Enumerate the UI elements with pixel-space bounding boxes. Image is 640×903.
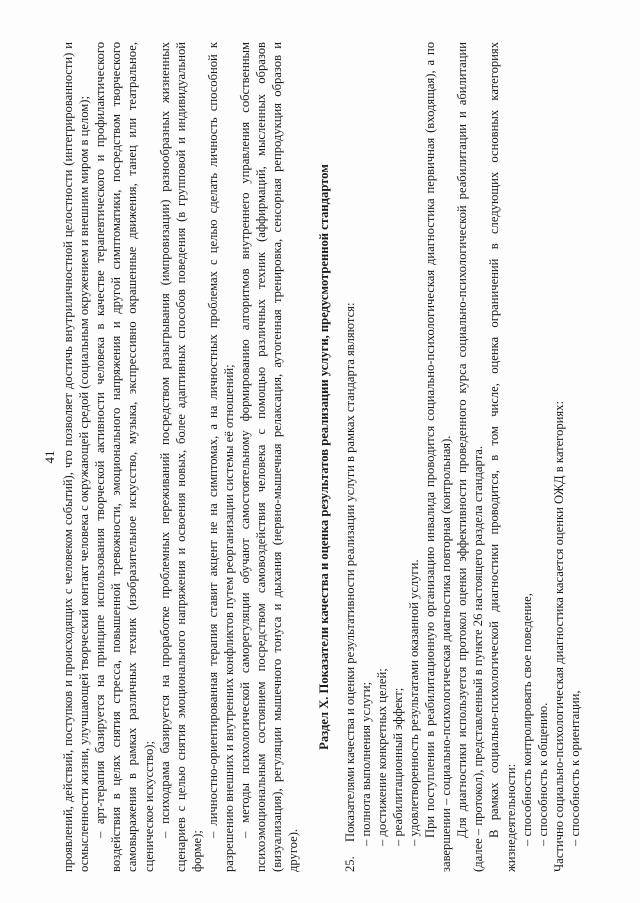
list-item: – удовлетворенность результатами оказанной услуги. (406, 559, 421, 846)
list-item: – достижение конкретных целей; (374, 668, 389, 846)
list-item: – способность контролировать свое поведение, (519, 593, 534, 846)
list-item: – способность к ориентации, (567, 690, 582, 846)
list-item: – реабилитационный эффект; (390, 687, 405, 846)
section-heading: Раздел X. Показатели качества и оценка результатов реализации услуги, предусмотренной стандартом (316, 164, 331, 750)
list-item: – полнота выполнения услуги; (358, 681, 373, 846)
paragraph: При поступлении в реабилитационную организацию инвалида проводится социально-психологическая диагностика первичная (входящая), а по завершении – социально-психологическая диагностика повторная (контрольная). (423, 42, 454, 872)
paragraph: – психодрама базируется на проработке проблемных переживаний посредством разыгрывания (импровизации) разнообразных жизненных сценариев с целью снятия эмоционального напряжения и освоения новых, более адаптивных способов поведения (в групповой и индивидуальной форме); (157, 42, 204, 872)
numbered-item (342, 42, 358, 872)
paragraph: – арт-терапия базируется на принципе использования творческой активности человека в качестве терапевтического и профилактического воздействия в целях снятия стресса, повышенной тревожности, эмоционального напряжения и другой симптоматики, посредством творческого самовыражения в рамках различных техник (изобразительное искусство, музыка, экспрессивно окрашенные движения, танец или театральное, сценическое искусство); (93, 42, 156, 872)
paragraph: Для диагностики используется протокол оценки эффективности проведенного курса социально-психологической реабилитации и абилитации (далее – протокол), представленный в пункте 26 настоящего раздела стандарта. (455, 42, 486, 872)
paragraph: В рамках социально-психологической диагностики проводится, в том числе, оценка ограничений в следующих основных категориях жизнедеятельности: (487, 42, 518, 872)
list-item: – способность к общению. (535, 702, 550, 846)
paragraph: Частично социально-психологическая диагностика касается оценки ОЖД в категориях: (551, 401, 566, 872)
item-intro: Показателями качества и оценки результативности реализации услуги в рамках стандарта являются: (342, 302, 357, 842)
page-number: 41 (42, 450, 57, 464)
rotated-text-block (42, 36, 627, 876)
item-number: 25. (342, 856, 357, 872)
paragraph: – личностно-ориентированная терапия ставит акцент не на симптомах, а на личностных проблемах с целью сделать личность способной к разрешению внешних и внутренних конфликтов путем реорганизации системы её отношений; (205, 42, 237, 872)
paragraph: проявлений, действий, поступков и происходящих с человеком событий), что позволяет достичь внутриличностной целостности (интегрированности) и осмысленности жизни, улучшающей творческий контакт человека с окружающей средой (социальным окружением и внешним миром в целом); (61, 42, 92, 872)
paragraph: – методы психологической саморегуляции обучают самостоятельному формированию алгоритмов внутреннего управления собственным психоэмоциональным состоянием посредством самовоздействия человека с помощью различных техник (аффирмаций, мысленных образов (визуализация), регуляции мышечного тонуса и дыхания (нервно-мышечная релаксация, аутогенная тренировка, сенсорная репродукция образов и другое). (238, 42, 301, 872)
